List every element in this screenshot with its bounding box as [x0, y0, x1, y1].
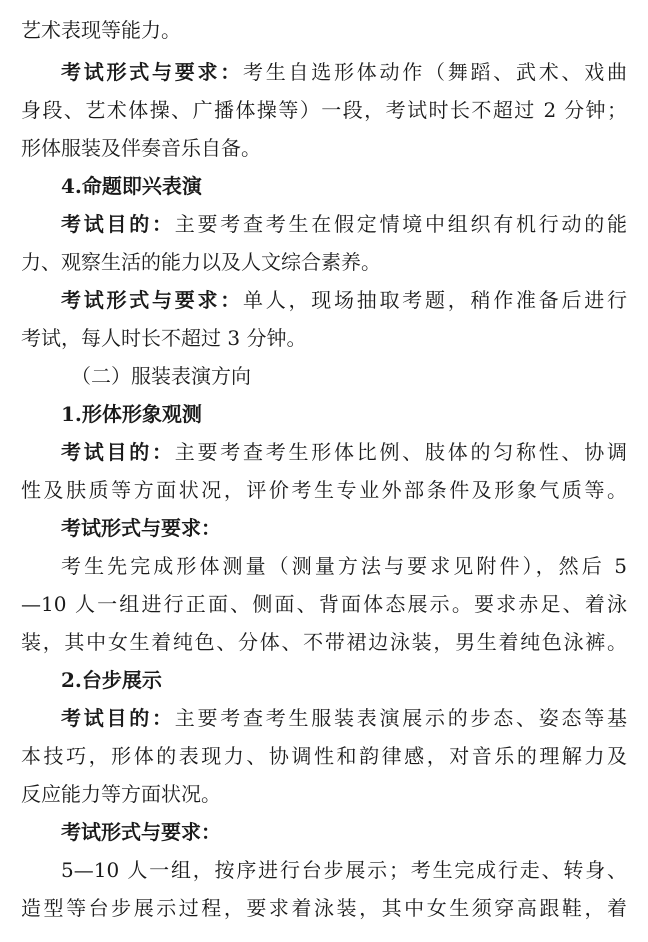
paragraph-exam-purpose: 考试目的：主要考查考生形体比例、肢体的匀称性、协调 [61, 440, 627, 464]
heading-impromptu-performance: 4.命题即兴表演 [61, 174, 202, 198]
section-heading-fashion: （二）服装表演方向 [71, 364, 251, 388]
paragraph-exam-purpose: 考试目的：主要考查考生在假定情境中组织有机行动的能 [61, 212, 627, 236]
text-line: 考试，每人时长不超过 3 分钟。 [21, 326, 307, 350]
text-line: 性及肤质等方面状况，评价考生专业外部条件及形象气质等。 [21, 478, 627, 502]
heading-body-observation: 1.形体形象观测 [61, 402, 202, 426]
bold-label: 考试形式与要求： [61, 60, 243, 84]
paragraph-form-requirements: 考试形式与要求：单人，现场抽取考题，稍作准备后进行 [61, 288, 627, 312]
text-line: 身段、艺术体操、广播体操等）一段，考试时长不超过 2 分钟； [21, 98, 627, 122]
bold-label: 考试形式与要求： [61, 288, 243, 312]
bold-label: 考试目的： [61, 212, 175, 236]
label-form-requirements: 考试形式与要求： [61, 820, 221, 844]
bold-label: 考试目的： [61, 440, 175, 464]
heading-catwalk: 2.台步展示 [61, 668, 162, 692]
paragraph-body-measurement: 考生先完成形体测量（测量方法与要求见附件），然后 5 [61, 554, 627, 578]
bold-label: 考试目的： [61, 706, 175, 730]
text-line: 形体服装及伴奏音乐自备。 [21, 136, 261, 160]
text-line: 造型等台步展示过程，要求着泳装，其中女生须穿高跟鞋，着 [21, 896, 627, 920]
paragraph-catwalk-process: 5—10 人一组，按序进行台步展示；考生完成行走、转身、 [61, 858, 627, 882]
text-line: 本技巧，形体的表现力、协调性和韵律感，对音乐的理解力及 [21, 744, 627, 768]
paragraph-form-requirements: 考试形式与要求：考生自选形体动作（舞蹈、武术、戏曲 [61, 60, 627, 84]
label-form-requirements: 考试形式与要求： [61, 516, 221, 540]
text-line: 反应能力等方面状况。 [21, 782, 221, 806]
text-line: 力、观察生活的能力以及人文综合素养。 [21, 250, 381, 274]
paragraph-exam-purpose: 考试目的：主要考查考生服装表演展示的步态、姿态等基 [61, 706, 627, 730]
text-line: —10 人一组进行正面、侧面、背面体态展示。要求赤足、着泳 [21, 592, 627, 616]
text-line: 艺术表现等能力。 [21, 18, 181, 42]
text-line: 装，其中女生着纯色、分体、不带裙边泳装，男生着纯色泳裤。 [21, 630, 627, 654]
